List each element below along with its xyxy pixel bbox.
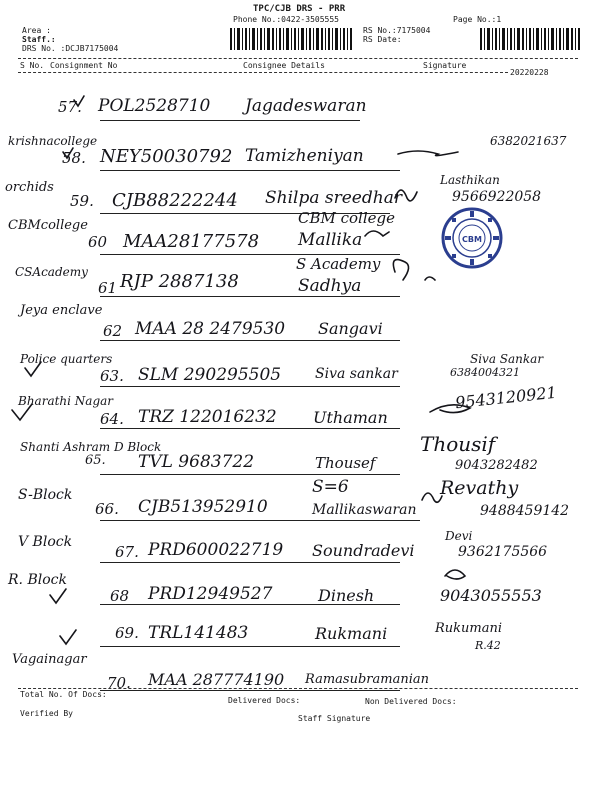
row-phone: 9362175566 [458,544,548,560]
sheet-title: TPC/CJB DRS - PRR [253,4,346,14]
row-consignment: MAA 287774190 [148,670,285,689]
signature-scribble-icon [395,190,417,201]
row-area: Jeya enclave [20,303,103,318]
row-sno: 64. [100,410,124,428]
signature-scribble-icon [393,260,408,280]
signature-scribble-icon [430,405,470,413]
row-consignee: Sangavi [318,319,383,338]
row-consignment: TVL 9683722 [138,452,255,472]
staff-label: Staff.: [22,35,56,44]
area-label: Area : [22,26,51,35]
row-consignee: Jagadeswaran [245,96,367,116]
row-area: orchids [5,180,54,195]
row-consignee: Mallikaswaran [312,502,417,518]
row-consignee: Ramasubramanian [305,672,429,687]
row-sign: Revathy [440,477,519,499]
row-phone: 6382021637 [490,134,567,148]
annotation-r42: R.42 [475,639,501,652]
row-sno: 61 [98,279,118,297]
row-sign: Thousif [420,432,496,456]
row-sign: CBM college [298,209,396,227]
check-mark-icon [60,630,76,644]
check-mark-icon [12,404,32,420]
row-consignment: PRD600022719 [148,540,284,560]
row-consignee: Thousef [315,454,376,472]
col-sno: S No. [20,61,45,70]
row-sign: Siva Sankar [470,352,544,366]
row-consignee: Tamizheniyan [245,146,364,166]
row-consignee: Shilpa sreedhar [265,188,402,208]
signature-scribble-icon [445,570,465,579]
row-sno: 60 [88,233,108,251]
row-area: R. Block [8,572,67,588]
row-consignment: CJB513952910 [138,497,268,517]
row-consignee: Dinesh [318,586,375,605]
row-consignment: PRD12949527 [148,584,273,604]
non-delivered-docs-label: Non Delivered Docs: [365,697,457,706]
signature-scribble-icon [398,151,458,156]
row-sign: Devi [445,529,473,543]
page-number: Page No.:1 [453,15,502,24]
drs-number: DRS No. :DCJB7175004 [22,44,119,53]
row-sno: 57. [58,98,82,116]
row-consignment: TRZ 122016232 [138,407,277,427]
row-area: CSAcademy [15,265,88,279]
row-sign: S Academy [296,255,381,273]
row-sign: Lasthikan [440,173,500,187]
row-sno: 68 [110,587,130,605]
date-stamp: 20220228 [510,68,549,77]
row-sno: 66. [95,500,119,518]
signature-scribble-icon [422,493,442,502]
check-mark-icon [25,362,41,376]
row-sno: 63. [100,367,124,385]
rs-date: RS Date: [363,35,402,44]
row-area: Bharathi Nagar [18,394,114,408]
row-consignment: MAA 28 2479530 [135,319,286,339]
row-consignee: Sadhya [298,276,362,296]
row-sno: 59. [70,192,94,210]
phone-number: Phone No.:0422-3505555 [233,15,339,24]
row-sign: Rukumani [435,621,503,636]
col-signature: Signature [423,61,467,70]
row-sno: 67. [115,543,139,561]
college-stamp-icon [440,206,504,270]
row-phone: 9488459142 [480,503,570,519]
row-area: Shanti Ashram D Block [20,440,162,454]
row-phone: 6384004321 [450,366,520,379]
row-consignment: NEY50030792 [100,146,233,167]
row-consignment: RJP 2887138 [120,271,239,292]
signature-scribble-icon [365,231,389,236]
row-sno: 62 [103,322,123,340]
row-area: S-Block [18,487,73,503]
row-area: Police quarters [20,352,113,366]
total-docs-label: Total No. Of Docs: [20,690,107,699]
row-area: V Block [18,534,73,550]
row-consignment: MAA28177578 [123,231,260,252]
row-consignment: POL2528710 [98,96,211,116]
col-consignment: Consignment No [50,61,118,70]
row-sno: 69. [115,624,139,642]
row-area: Vagainagar [12,652,87,667]
row-phone: 9043055553 [440,586,542,605]
check-mark-icon [74,96,84,106]
row-consignee: Siva sankar [315,366,398,382]
row-sno: 65. [85,453,106,468]
check-mark-icon [50,589,66,603]
row-consignment: TRL141483 [148,623,249,643]
col-consignee: Consignee Details [243,61,325,70]
annotation-s-eq-6: S=6 [312,477,349,497]
row-sno: 70. [107,674,131,692]
row-phone: 9566922058 [452,189,542,205]
row-consignment: SLM 290295505 [138,365,282,385]
signature-scribble-icon [425,277,435,280]
check-mark-icon [63,148,73,158]
stamp-text: CBM [462,235,482,244]
row-sno: 58. [62,149,86,167]
row-phone: 9543120921 [454,382,558,413]
row-consignee: Rukmani [315,624,388,643]
row-consignee: Mallika [298,230,363,250]
verified-by-label: Verified By [20,709,73,718]
row-area: CBMcollege [8,218,88,233]
row-consignee: Uthaman [313,408,388,427]
row-consignee: Soundradevi [312,541,415,560]
rs-number: RS No.:7175004 [363,26,431,35]
row-consignment: CJB88222244 [112,190,238,211]
row-area: krishnacollege [8,134,98,148]
delivered-docs-label: Delivered Docs: [228,696,301,705]
footer-divider [18,688,578,689]
staff-signature-label: Staff Signature [298,714,371,723]
row-phone: 9043282482 [455,458,538,473]
